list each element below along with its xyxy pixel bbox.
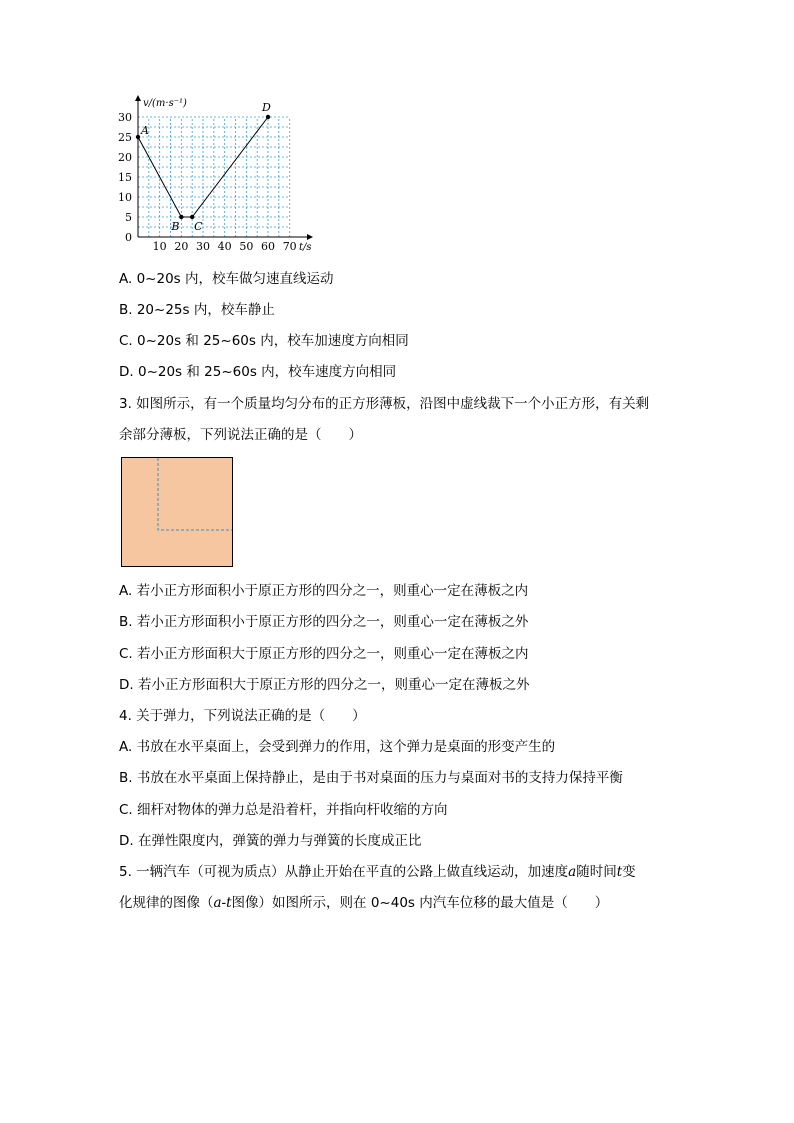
graph-point-label: A: [141, 124, 149, 137]
x-tick-label: 70: [282, 240, 297, 252]
q3-option-c: C. 若小正方形面积大于原正方形的四分之一，则重心一定在薄板之内: [119, 646, 529, 662]
y-tick-label: 15: [118, 171, 132, 184]
graph-grid: [138, 117, 290, 237]
q3-option-d: D. 若小正方形面积大于原正方形的四分之一，则重心一定在薄板之外: [119, 677, 530, 693]
y-axis-label: v/(m·s⁻¹): [143, 98, 187, 109]
q4-option-c: C. 细杆对物体的弹力总是沿着杆，并指向杆收缩的方向: [119, 802, 448, 818]
q4-option-b: B. 书放在水平桌面上保持静止，是由于书对桌面的压力与桌面对书的支持力保持平衡: [119, 770, 623, 786]
y-tick-labels: [118, 111, 132, 244]
q3-option-a: A. 若小正方形面积小于原正方形的四分之一，则重心一定在薄板之内: [119, 583, 529, 599]
graph-point-A: [136, 135, 140, 139]
q2-option-b: B. 20~25s 内，校车静止: [119, 302, 275, 318]
q5-stem-line1: 5. 一辆汽车（可视为质点）从静止开始在平直的公路上做直线运动，加速度a随时间t变: [119, 864, 636, 880]
x-tick-label: 10: [152, 240, 167, 252]
q4-option-a: A. 书放在水平桌面上，会受到弹力的作用，这个弹力是桌面的形变产生的: [119, 739, 556, 755]
graph-point-label: B: [171, 220, 180, 233]
x-tick-label: 40: [217, 240, 232, 252]
q4-stem: 4. 关于弹力，下列说法正确的是（ ）: [119, 708, 366, 724]
x-tick-label: 30: [196, 240, 211, 252]
graph-point-C: [190, 215, 194, 219]
q3-option-b: B. 若小正方形面积小于原正方形的四分之一，则重心一定在薄板之外: [119, 614, 529, 630]
x-tick-labels: [153, 240, 297, 252]
y-tick-label: 0: [125, 231, 132, 244]
graph-point-B: [179, 215, 183, 219]
y-tick-label: 30: [118, 111, 132, 124]
y-tick-label: 25: [118, 131, 132, 144]
y-tick-label: 20: [118, 151, 132, 164]
graph-point-label: C: [194, 220, 203, 233]
q3-stem-line2: 余部分薄板，下列说法正确的是（ ）: [119, 427, 362, 443]
q5-stem-line2: 化规律的图像（a-t图像）如图所示，则在 0~40s 内汽车位移的最大值是（ ）: [119, 895, 609, 911]
x-axis-label: t/s: [299, 242, 312, 252]
y-tick-label: 10: [118, 191, 132, 204]
q3-stem-line1: 3. 如图所示，有一个质量均匀分布的正方形薄板，沿图中虚线裁下一个小正方形，有关剩: [119, 396, 650, 412]
square-plate-figure: [121, 457, 233, 567]
y-tick-label: 5: [125, 211, 132, 224]
velocity-time-graph: [118, 92, 318, 252]
graph-point-D: [266, 115, 270, 119]
q2-option-d: D. 0~20s 和 25~60s 内，校车速度方向相同: [119, 364, 397, 380]
x-tick-label: 20: [174, 240, 189, 252]
x-tick-label: 60: [261, 240, 276, 252]
q2-option-a: A. 0~20s 内，校车做匀速直线运动: [119, 271, 334, 287]
q4-option-d: D. 在弹性限度内，弹簧的弹力与弹簧的长度成正比: [119, 833, 422, 849]
x-tick-label: 50: [239, 240, 254, 252]
graph-point-label: D: [262, 101, 271, 114]
q2-option-c: C. 0~20s 和 25~60s 内，校车加速度方向相同: [119, 333, 409, 349]
